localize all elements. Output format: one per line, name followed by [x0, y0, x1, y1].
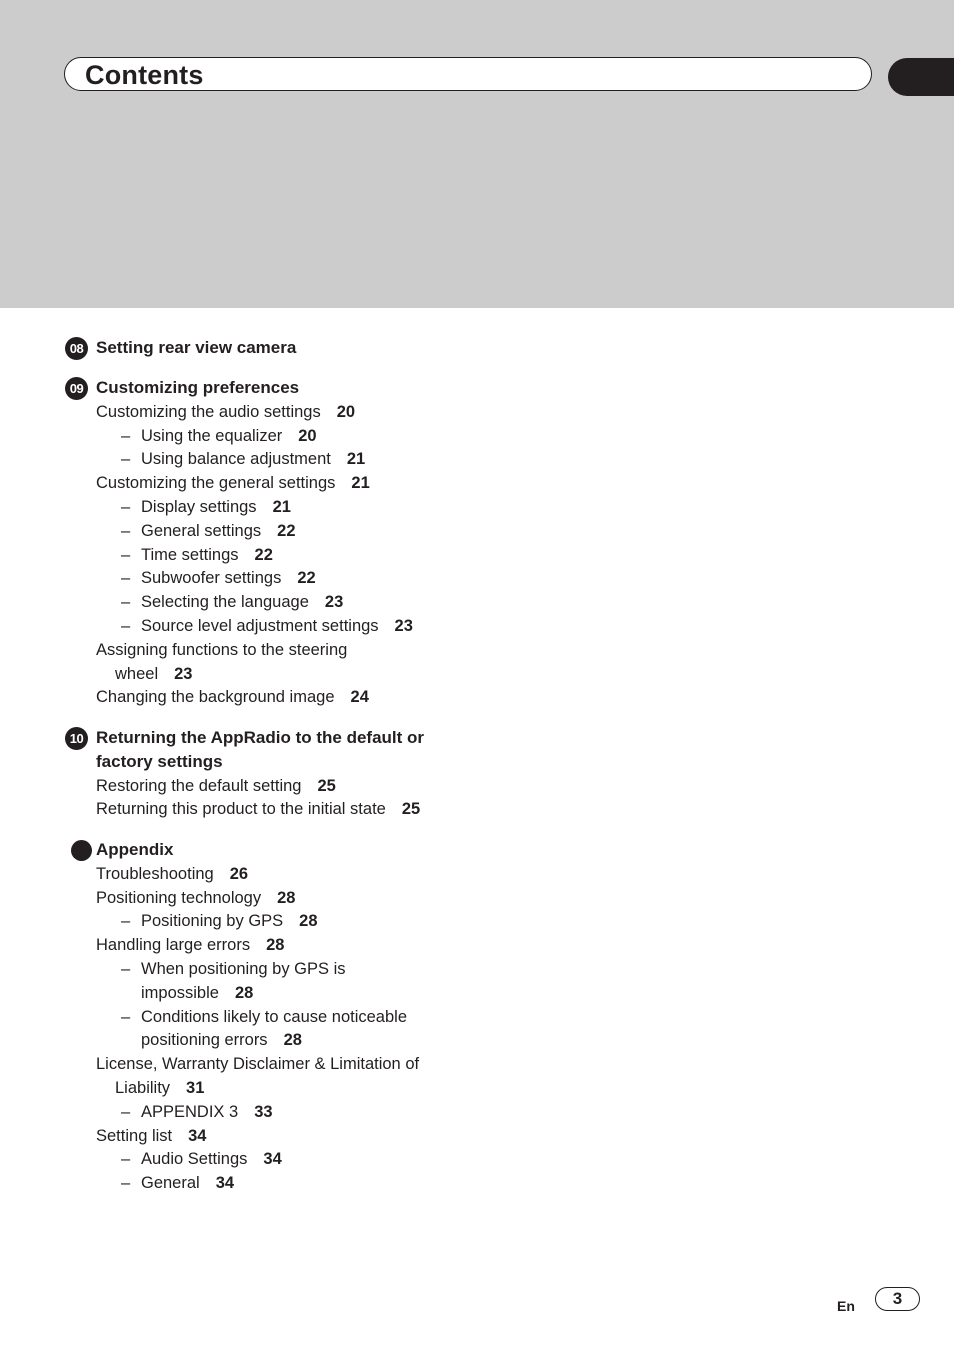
toc-page-number[interactable]: 28	[283, 1031, 302, 1050]
language-label: En	[837, 1298, 855, 1314]
toc-entry[interactable]	[141, 1171, 234, 1195]
toc-entry[interactable]	[141, 909, 318, 933]
toc-entry-continued[interactable]	[115, 662, 192, 686]
toc-entry[interactable]	[141, 1147, 282, 1171]
toc-page-number[interactable]: 22	[297, 569, 316, 588]
toc-page-number[interactable]: 28	[299, 912, 318, 931]
toc-page-number[interactable]: 25	[401, 800, 421, 819]
dash-bullet: –	[121, 426, 131, 445]
toc-entry-text: Positioning by GPS	[141, 912, 284, 931]
toc-entry-text: Customizing the audio settings	[96, 402, 321, 421]
section-title[interactable]: factory settings	[96, 751, 223, 771]
toc-page-number[interactable]: 34	[188, 1126, 207, 1145]
toc-page-number[interactable]: 31	[186, 1079, 205, 1097]
toc-entry-text: Handling large errors	[96, 936, 251, 955]
toc-page-number[interactable]: 23	[174, 664, 193, 683]
toc-entry-text: Audio Settings	[141, 1150, 248, 1169]
toc-entry[interactable]	[141, 1100, 273, 1124]
toc-entry[interactable]	[141, 1005, 407, 1029]
dash-bullet: –	[121, 521, 131, 540]
toc-entry-text: Display settings	[141, 498, 257, 516]
toc-page-number[interactable]: 24	[350, 688, 369, 707]
toc-entry-text: impossible	[141, 983, 219, 1002]
toc-entry-text: Returning this product to the initial state	[96, 800, 386, 819]
toc-entry-text: positioning errors	[141, 1031, 268, 1050]
toc-entry[interactable]	[96, 933, 284, 957]
toc-entry-text: General	[141, 1174, 200, 1193]
contents-title-box	[64, 57, 872, 91]
section-title[interactable]: Customizing preferences	[96, 378, 300, 397]
toc-entry[interactable]	[96, 471, 370, 495]
toc-entry[interactable]	[96, 638, 347, 662]
toc-entry-text: General settings	[141, 521, 262, 540]
toc-page-number[interactable]: 21	[351, 474, 370, 493]
toc-page-number[interactable]: 20	[336, 402, 356, 421]
toc-entry-continued[interactable]	[141, 981, 253, 1005]
toc-page-number[interactable]: 21	[346, 450, 366, 469]
dash-bullet: –	[121, 1150, 131, 1169]
toc-page-number[interactable]: 28	[234, 983, 254, 1002]
toc-page-number[interactable]: 34	[263, 1150, 282, 1169]
page-number: 3	[875, 1287, 920, 1311]
toc-entry-text: Using balance adjustment	[141, 450, 331, 469]
section-number-badge: 10	[65, 727, 88, 750]
dash-bullet: –	[121, 1102, 131, 1121]
toc-entry[interactable]	[96, 774, 336, 798]
chapter-tab	[888, 58, 954, 96]
toc-page-number[interactable]: 25	[317, 776, 336, 795]
dash-bullet: –	[121, 960, 131, 978]
dash-bullet: –	[121, 1007, 131, 1026]
dash-bullet: –	[121, 545, 131, 564]
toc-page-number[interactable]: 26	[229, 864, 249, 883]
toc-entry-text: Customizing the general settings	[96, 474, 336, 493]
toc-entry-text: Subwoofer settings	[141, 569, 282, 588]
toc-entry-text: Liability	[115, 1079, 171, 1097]
toc-entry[interactable]	[141, 590, 343, 614]
toc-entry-continued[interactable]	[141, 1028, 302, 1052]
toc-page-number[interactable]: 28	[277, 888, 296, 907]
toc-entry-text: Positioning technology	[96, 888, 262, 907]
toc-entry[interactable]	[141, 543, 273, 567]
toc-entry-text: Conditions likely to cause noticeable	[141, 1007, 407, 1026]
toc-entry-text: Troubleshooting	[96, 864, 214, 883]
toc-entry[interactable]	[96, 862, 248, 886]
toc-entry-continued[interactable]	[115, 1076, 204, 1100]
page-title: Contents	[85, 60, 204, 90]
toc-entry-text: APPENDIX 3	[141, 1102, 239, 1121]
section-number-badge: 09	[65, 377, 88, 400]
toc-page-number[interactable]: 22	[277, 521, 296, 540]
toc-entry[interactable]	[141, 614, 413, 638]
appendix-bullet-icon	[71, 840, 92, 861]
section-title[interactable]: Setting rear view camera	[96, 338, 297, 357]
toc-page-number[interactable]: 23	[394, 617, 413, 635]
toc-entry[interactable]	[96, 1052, 419, 1076]
toc-entry[interactable]	[141, 566, 316, 590]
dash-bullet: –	[121, 593, 131, 612]
toc-entry-text: Time settings	[141, 545, 239, 564]
toc-entry[interactable]	[96, 1124, 206, 1148]
header-band	[0, 0, 954, 308]
toc-entry-text: Selecting the language	[141, 593, 309, 612]
toc-page-number[interactable]: 34	[215, 1174, 235, 1193]
toc-page-number[interactable]: 20	[298, 426, 317, 445]
section-title[interactable]: Appendix	[96, 840, 174, 859]
toc-entry[interactable]	[141, 424, 317, 448]
toc-entry[interactable]	[141, 957, 346, 981]
toc-entry[interactable]	[141, 519, 296, 543]
dash-bullet: –	[121, 498, 131, 516]
toc-entry-text: wheel	[115, 664, 159, 683]
dash-bullet: –	[121, 617, 131, 635]
toc-entry-text: Using the equalizer	[141, 426, 283, 445]
toc-entry-text: License, Warranty Disclaimer & Limitation of	[96, 1055, 420, 1074]
toc-page-number[interactable]: 28	[266, 936, 285, 955]
toc-entry[interactable]	[141, 495, 291, 519]
toc-entry[interactable]	[96, 797, 420, 821]
toc-page-number[interactable]: 22	[254, 545, 273, 564]
toc-entry[interactable]	[96, 886, 295, 910]
toc-entry-text: Restoring the default setting	[96, 776, 302, 795]
toc-entry[interactable]	[141, 447, 365, 471]
dash-bullet: –	[121, 569, 131, 588]
dash-bullet: –	[121, 912, 131, 931]
toc-entry-text: Changing the background image	[96, 688, 335, 707]
toc-entry-text: Source level adjustment settings	[141, 617, 379, 635]
toc-entry[interactable]	[96, 685, 369, 709]
toc-entry-text: Setting list	[96, 1126, 173, 1145]
dash-bullet: –	[121, 1174, 131, 1193]
toc-entry-text: When positioning by GPS is	[141, 960, 346, 978]
section-title[interactable]: Returning the AppRadio to the default or	[96, 728, 425, 747]
toc-page-number[interactable]: 21	[272, 498, 291, 516]
toc-page-number[interactable]: 33	[254, 1102, 273, 1121]
toc-entry-text: Assigning functions to the steering	[96, 640, 348, 659]
toc-page-number[interactable]: 23	[324, 593, 344, 612]
toc-entry[interactable]	[96, 400, 355, 424]
section-number-badge: 08	[65, 337, 88, 360]
dash-bullet: –	[121, 450, 131, 469]
